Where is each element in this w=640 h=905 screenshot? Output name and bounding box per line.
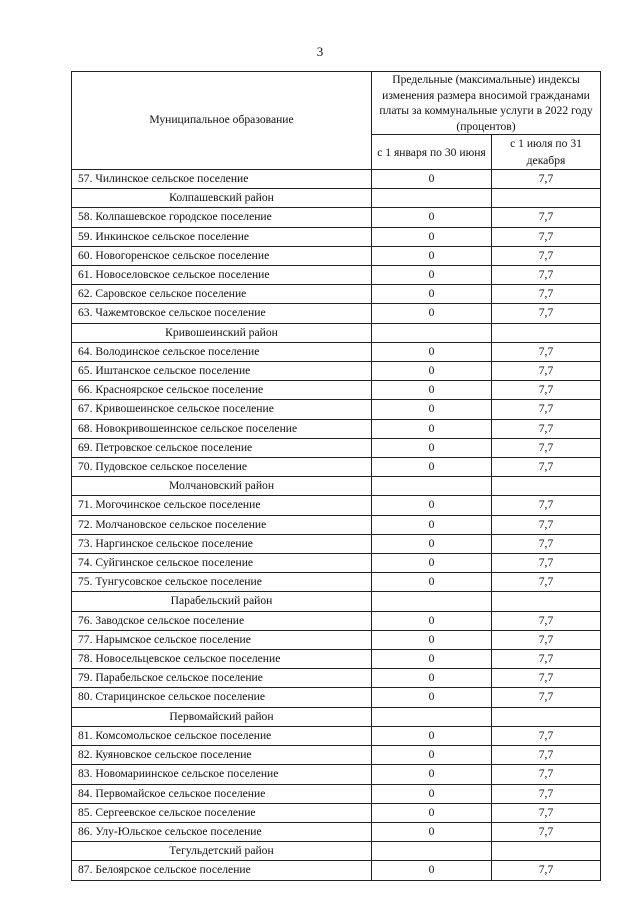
table-row — [72, 726, 601, 745]
header-municipality: Муниципальное образование — [72, 72, 372, 170]
index-second-half: 7,7 — [492, 285, 601, 304]
index-first-half: 0 — [372, 342, 492, 361]
settlement-name: 81. Комсомольское сельское поселение — [72, 726, 372, 745]
table-row — [72, 573, 601, 592]
index-first-half: 0 — [372, 765, 492, 784]
table-row — [72, 227, 601, 246]
settlement-name: 64. Володинское сельское поселение — [72, 342, 372, 361]
index-second-half: 7,7 — [492, 534, 601, 553]
header-second-half: с 1 июля по 31 декабря — [492, 135, 601, 170]
settlement-name: 70. Пудовское сельское поселение — [72, 458, 372, 477]
table-row — [72, 611, 601, 630]
index-first-half: 0 — [372, 726, 492, 745]
index-first-half: 0 — [372, 669, 492, 688]
table-row — [72, 419, 601, 438]
header-first-half: с 1 января по 30 июня — [372, 135, 492, 170]
index-first-half: 0 — [372, 784, 492, 803]
index-first-half: 0 — [372, 285, 492, 304]
index-first-half — [372, 707, 492, 726]
table-row — [72, 438, 601, 457]
table-row — [72, 554, 601, 573]
index-first-half — [372, 592, 492, 611]
index-second-half — [492, 842, 601, 861]
settlement-name: 85. Сергеевское сельское поселение — [72, 803, 372, 822]
index-first-half: 0 — [372, 458, 492, 477]
index-second-half: 7,7 — [492, 304, 601, 323]
district-name: Тегульдетский район — [72, 842, 372, 861]
index-first-half: 0 — [372, 227, 492, 246]
index-second-half: 7,7 — [492, 803, 601, 822]
table-row — [72, 630, 601, 649]
settlement-name: 63. Чажемтовское сельское поселение — [72, 304, 372, 323]
table-row — [72, 304, 601, 323]
district-name: Парабельский район — [72, 592, 372, 611]
index-second-half: 7,7 — [492, 496, 601, 515]
settlement-name: 76. Заводское сельское поселение — [72, 611, 372, 630]
index-second-half: 7,7 — [492, 419, 601, 438]
index-first-half: 0 — [372, 861, 492, 880]
table-row — [72, 208, 601, 227]
settlement-name: 79. Парабельское сельское поселение — [72, 669, 372, 688]
settlement-name: 65. Иштанское сельское поселение — [72, 362, 372, 381]
table-row — [72, 765, 601, 784]
index-first-half — [372, 477, 492, 496]
index-second-half: 7,7 — [492, 573, 601, 592]
header-index-group: Предельные (максимальные) индексы изменения размера вносимой гражданами платы за коммунальные услуги в 2022 году (процентов) — [372, 72, 601, 135]
index-second-half — [492, 592, 601, 611]
index-first-half: 0 — [372, 438, 492, 457]
index-second-half: 7,7 — [492, 362, 601, 381]
table-row — [72, 746, 601, 765]
settlement-name: 82. Куяновское сельское поселение — [72, 746, 372, 765]
index-first-half: 0 — [372, 419, 492, 438]
index-first-half: 0 — [372, 573, 492, 592]
index-first-half — [372, 323, 492, 342]
index-first-half: 0 — [372, 266, 492, 285]
settlement-name: 67. Кривошеинское сельское поселение — [72, 400, 372, 419]
settlement-name: 84. Первомайское сельское поселение — [72, 784, 372, 803]
table-row — [72, 246, 601, 265]
settlement-name: 61. Новоселовское сельское поселение — [72, 266, 372, 285]
table-row — [72, 822, 601, 841]
settlement-name: 66. Красноярское сельское поселение — [72, 381, 372, 400]
index-first-half: 0 — [372, 688, 492, 707]
index-first-half: 0 — [372, 170, 492, 189]
table-row — [72, 342, 601, 361]
index-second-half: 7,7 — [492, 554, 601, 573]
table-row — [72, 362, 601, 381]
table-row — [72, 669, 601, 688]
settlement-name: 75. Тунгусовское сельское поселение — [72, 573, 372, 592]
index-second-half: 7,7 — [492, 208, 601, 227]
district-name: Молчановский район — [72, 477, 372, 496]
index-second-half: 7,7 — [492, 246, 601, 265]
index-second-half — [492, 477, 601, 496]
district-row — [72, 707, 601, 726]
table-row — [72, 266, 601, 285]
settlement-name: 60. Новогоренское сельское поселение — [72, 246, 372, 265]
table-row — [72, 784, 601, 803]
table-row — [72, 285, 601, 304]
settlement-name: 80. Старицинское сельское поселение — [72, 688, 372, 707]
index-second-half — [492, 189, 601, 208]
district-name: Кривошеинский район — [72, 323, 372, 342]
table-row — [72, 534, 601, 553]
index-second-half: 7,7 — [492, 611, 601, 630]
table-row — [72, 170, 601, 189]
index-second-half: 7,7 — [492, 726, 601, 745]
index-first-half: 0 — [372, 246, 492, 265]
index-second-half: 7,7 — [492, 669, 601, 688]
index-second-half: 7,7 — [492, 822, 601, 841]
index-first-half: 0 — [372, 496, 492, 515]
table-row — [72, 458, 601, 477]
tariff-index-table — [71, 71, 601, 881]
index-first-half — [372, 189, 492, 208]
table-row — [72, 381, 601, 400]
settlement-name: 68. Новокривошеинское сельское поселение — [72, 419, 372, 438]
settlement-name: 69. Петровское сельское поселение — [72, 438, 372, 457]
index-second-half: 7,7 — [492, 381, 601, 400]
index-first-half: 0 — [372, 534, 492, 553]
index-first-half: 0 — [372, 304, 492, 323]
settlement-name: 83. Новомариинское сельское поселение — [72, 765, 372, 784]
settlement-name: 71. Могочинское сельское поселение — [72, 496, 372, 515]
index-second-half: 7,7 — [492, 227, 601, 246]
table-row — [72, 861, 601, 880]
settlement-name: 57. Чилинское сельское поселение — [72, 170, 372, 189]
index-first-half: 0 — [372, 822, 492, 841]
index-first-half: 0 — [372, 400, 492, 419]
settlement-name: 74. Суйгинское сельское поселение — [72, 554, 372, 573]
settlement-name: 59. Инкинское сельское поселение — [72, 227, 372, 246]
index-second-half: 7,7 — [492, 765, 601, 784]
table-row — [72, 496, 601, 515]
settlement-name: 77. Нарымское сельское поселение — [72, 630, 372, 649]
index-first-half: 0 — [372, 381, 492, 400]
table-row — [72, 515, 601, 534]
index-first-half: 0 — [372, 630, 492, 649]
district-row — [72, 477, 601, 496]
district-row — [72, 323, 601, 342]
district-row — [72, 189, 601, 208]
index-second-half — [492, 323, 601, 342]
district-row — [72, 842, 601, 861]
index-first-half: 0 — [372, 554, 492, 573]
settlement-name: 58. Колпашевское городское поселение — [72, 208, 372, 227]
settlement-name: 87. Белоярское сельское поселение — [72, 861, 372, 880]
table-row — [72, 400, 601, 419]
index-second-half: 7,7 — [492, 170, 601, 189]
index-second-half: 7,7 — [492, 630, 601, 649]
table-row — [72, 803, 601, 822]
district-row — [72, 592, 601, 611]
settlement-name: 62. Саровское сельское поселение — [72, 285, 372, 304]
district-name: Первомайский район — [72, 707, 372, 726]
index-first-half: 0 — [372, 208, 492, 227]
index-second-half: 7,7 — [492, 266, 601, 285]
index-second-half: 7,7 — [492, 650, 601, 669]
district-name: Колпашевский район — [72, 189, 372, 208]
table-row — [72, 650, 601, 669]
index-second-half: 7,7 — [492, 784, 601, 803]
index-first-half: 0 — [372, 746, 492, 765]
index-first-half: 0 — [372, 803, 492, 822]
settlement-name: 86. Улу-Юльское сельское поселение — [72, 822, 372, 841]
index-second-half: 7,7 — [492, 515, 601, 534]
page-number: 3 — [316, 44, 324, 59]
index-second-half: 7,7 — [492, 688, 601, 707]
index-second-half: 7,7 — [492, 342, 601, 361]
index-second-half — [492, 707, 601, 726]
index-first-half: 0 — [372, 650, 492, 669]
index-first-half: 0 — [372, 515, 492, 534]
index-first-half: 0 — [372, 611, 492, 630]
index-second-half: 7,7 — [492, 458, 601, 477]
index-second-half: 7,7 — [492, 400, 601, 419]
index-second-half: 7,7 — [492, 746, 601, 765]
index-first-half — [372, 842, 492, 861]
table-row — [72, 688, 601, 707]
index-second-half: 7,7 — [492, 861, 601, 880]
settlement-name: 78. Новосельцевское сельское поселение — [72, 650, 372, 669]
settlement-name: 72. Молчановское сельское поселение — [72, 515, 372, 534]
index-first-half: 0 — [372, 362, 492, 381]
settlement-name: 73. Наргинское сельское поселение — [72, 534, 372, 553]
index-second-half: 7,7 — [492, 438, 601, 457]
